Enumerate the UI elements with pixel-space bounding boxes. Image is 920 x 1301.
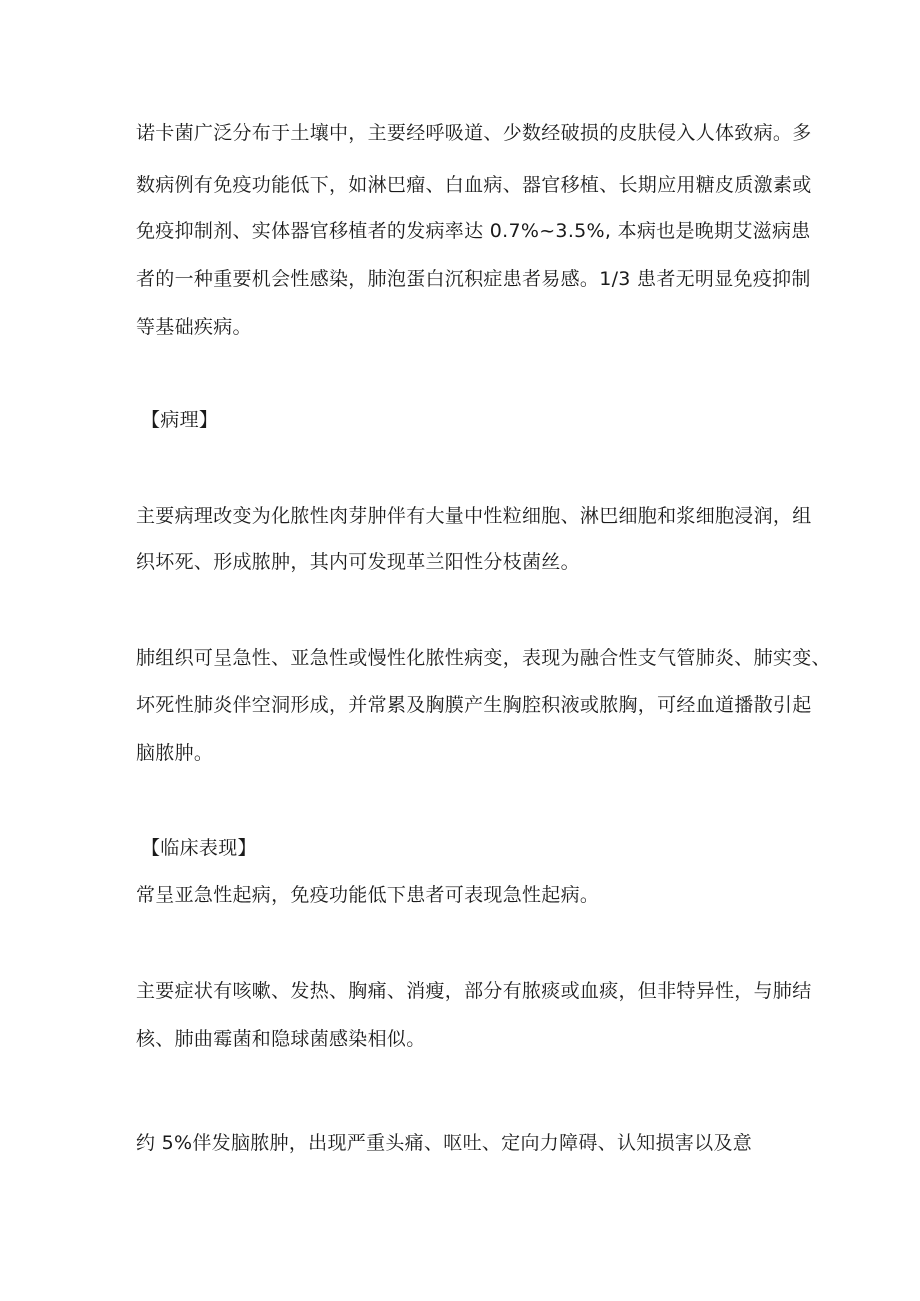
text-line: 等基础疾病。 xyxy=(136,316,252,338)
text-line: 者的一种重要机会性感染，肺泡蛋白沉积症患者易感。1/3 患者无明显免疫抑制 xyxy=(136,268,811,290)
text-line: 诺卡菌广泛分布于土壤中，主要经呼吸道、少数经破损的皮肤侵入人体致病。多 xyxy=(136,122,812,144)
text-line: 主要病理改变为化脓性肉芽肿伴有大量中性粒细胞、淋巴细胞和浆细胞浸润，组 xyxy=(136,505,812,527)
text-line: 主要症状有咳嗽、发热、胸痛、消瘦，部分有脓痰或血痰，但非特异性，与肺结 xyxy=(136,980,812,1002)
text-line: 坏死性肺炎伴空洞形成，并常累及胸膜产生胸腔积液或脓胸，可经血道播散引起 xyxy=(136,694,812,716)
text-line: 常呈亚急性起病，免疫功能低下患者可表现急性起病。 xyxy=(136,884,600,906)
text-line: 核、肺曲霉菌和隐球菌感染相似。 xyxy=(136,1028,426,1050)
section-heading-pathology: 【病理】 xyxy=(141,409,219,431)
text-line: 数病例有免疫功能低下，如淋巴瘤、白血病、器官移植、长期应用糖皮质激素或 xyxy=(136,174,812,196)
text-line: 织坏死、形成脓肿，其内可发现革兰阳性分枝菌丝。 xyxy=(136,551,580,573)
section-heading-clinical: 【临床表现】 xyxy=(141,837,257,859)
text-line: 脑脓肿。 xyxy=(136,742,214,764)
text-line: 约 5%伴发脑脓肿，出现严重头痛、呕吐、定向力障碍、认知损害以及意 xyxy=(136,1132,753,1154)
text-line: 肺组织可呈急性、亚急性或慢性化脓性病变，表现为融合性支气管肺炎、肺实变、 xyxy=(136,647,831,669)
text-line: 免疫抑制剂、实体器官移植者的发病率达 0.7%~3.5%, 本病也是晚期艾滋病患 xyxy=(136,220,811,242)
